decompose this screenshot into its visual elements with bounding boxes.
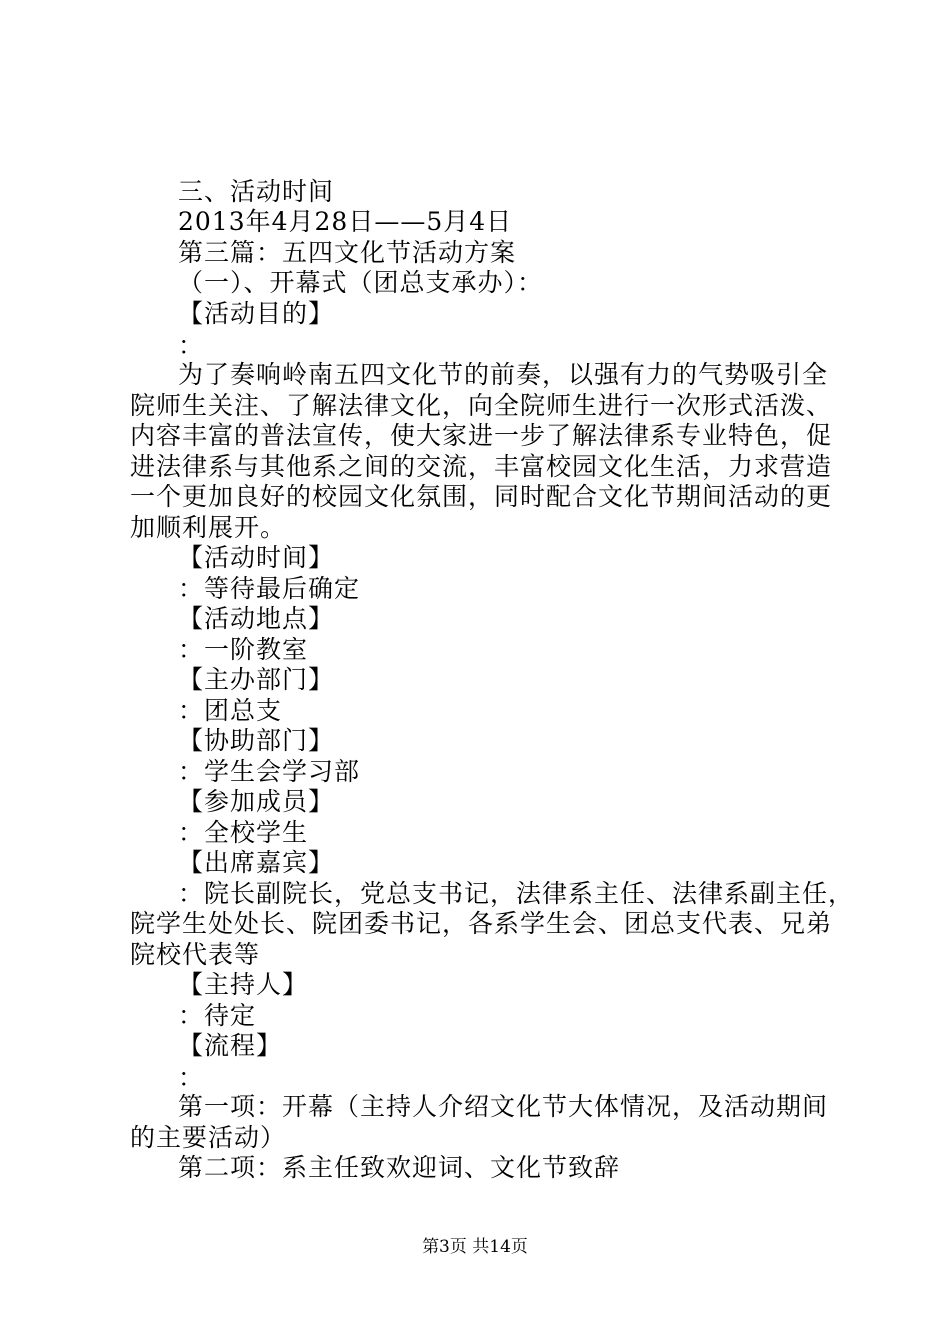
colon-line: ： xyxy=(178,1063,205,1092)
paragraph-line: 内容丰富的普法宣传，使大家进一步了解法律系专业特色，促 xyxy=(130,421,833,450)
procedure-item-1: 第一项：开幕（主持人介绍文化节大体情况，及活动期间 xyxy=(178,1092,829,1121)
value-organizer: ：团总支 xyxy=(178,696,283,725)
label-activity-location: 【活动地点】 xyxy=(178,604,335,633)
value-activity-location: ：一阶教室 xyxy=(178,635,309,664)
paragraph-line: 进法律系与其他系之间的交流，丰富校园文化生活，力求营造 xyxy=(130,452,833,481)
value-guests-continued: 院校代表等 xyxy=(130,940,261,969)
label-procedure: 【流程】 xyxy=(178,1031,283,1060)
value-participants: ：全校学生 xyxy=(178,818,309,847)
value-host: ：待定 xyxy=(178,1001,257,1030)
paragraph-line: 为了奏响岭南五四文化节的前奏，以强有力的气势吸引全 xyxy=(178,360,829,389)
value-co-organizer: ：学生会学习部 xyxy=(178,757,361,786)
label-co-organizer: 【协助部门】 xyxy=(178,726,335,755)
activity-date-range: 2013年4月28日——5月4日 xyxy=(178,207,513,236)
colon-line: ： xyxy=(178,331,205,360)
label-activity-time: 【活动时间】 xyxy=(178,543,335,572)
procedure-item-1-continued: 的主要活动） xyxy=(130,1123,287,1152)
value-activity-time: ：等待最后确定 xyxy=(178,574,361,603)
paragraph-line: 院师生关注、了解法律文化，向全院师生进行一次形式活泼、 xyxy=(130,391,833,420)
value-guests-continued: 院学生处处长、院团委书记，各系学生会、团总支代表、兄弟 xyxy=(130,909,833,938)
label-host: 【主持人】 xyxy=(178,970,309,999)
value-guests: ：院长副院长，党总支书记，法律系主任、法律系副主任， xyxy=(178,879,855,908)
chapter-title: 第三篇：五四文化节活动方案 xyxy=(178,238,517,267)
paragraph-line: 一个更加良好的校园文化氛围，同时配合文化节期间活动的更 xyxy=(130,482,833,511)
label-activity-purpose: 【活动目的】 xyxy=(178,299,335,328)
procedure-item-2: 第二项：系主任致欢迎词、文化节致辞 xyxy=(178,1153,621,1182)
paragraph-line: 加顺利展开。 xyxy=(130,513,287,542)
label-organizer: 【主办部门】 xyxy=(178,665,335,694)
subsection-title-opening: （一）、开幕式（团总支承办）： xyxy=(178,268,544,297)
label-guests: 【出席嘉宾】 xyxy=(178,848,335,877)
section-heading-activity-time: 三、活动时间 xyxy=(178,177,335,206)
page-footer: 第3页 共14页 xyxy=(422,1237,528,1257)
label-participants: 【参加成员】 xyxy=(178,787,335,816)
